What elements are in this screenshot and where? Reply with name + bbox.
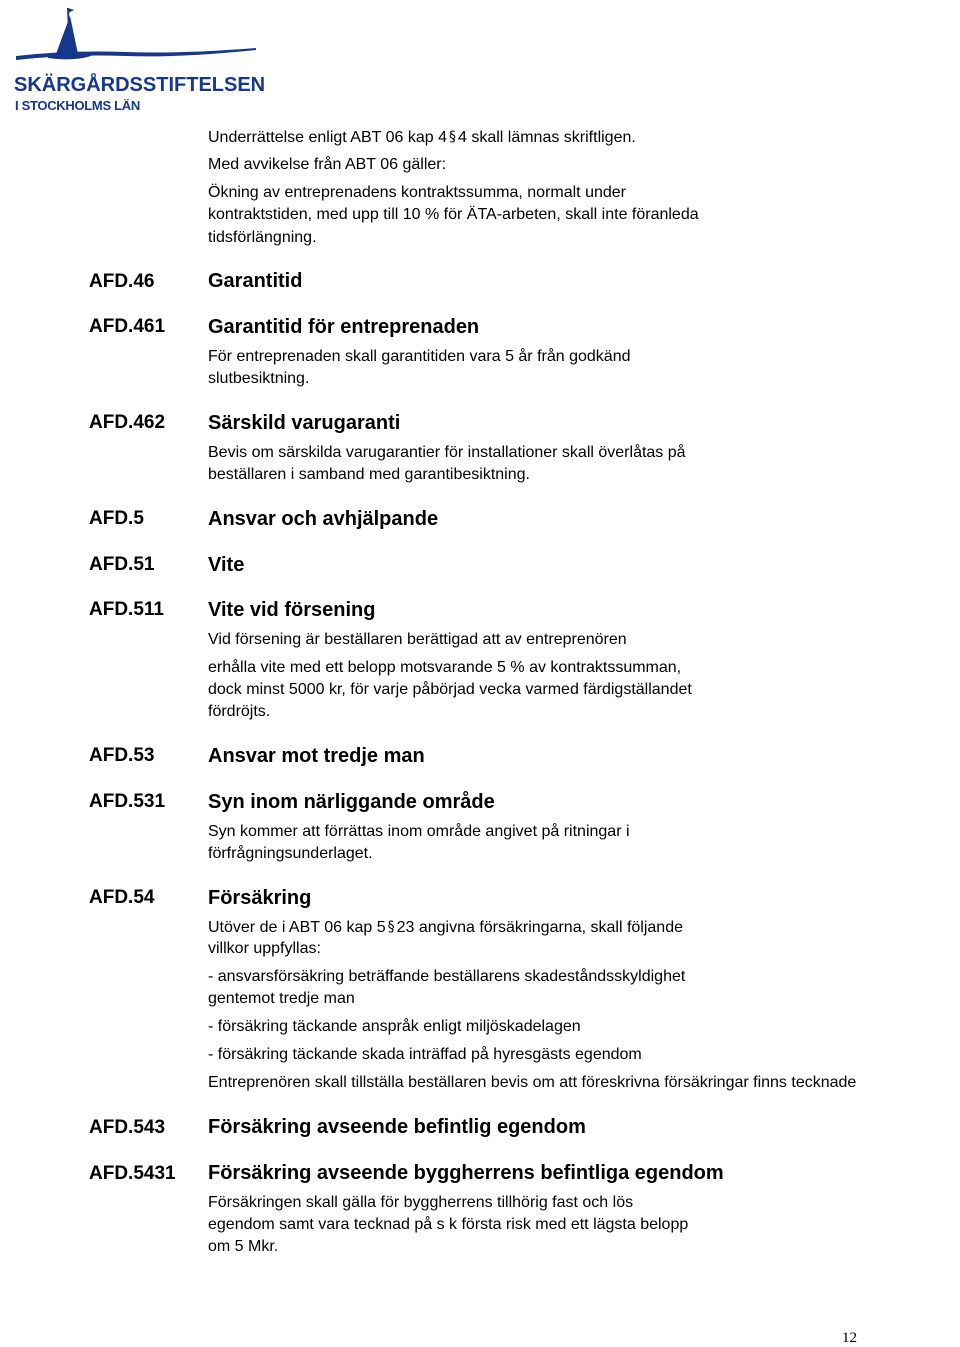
section-text: om 5 Mkr.: [208, 1238, 279, 1255]
section-heading: Vite vid försening: [208, 599, 376, 621]
section-text: dock minst 5000 kr, för varje påbörjad vecka varmed färdigställandet: [208, 681, 692, 698]
section-code: AFD.5: [89, 508, 144, 529]
section-code: AFD.51: [89, 554, 155, 575]
section-text: erhålla vite med ett belopp motsvarande 5 % av kontraktssumman,: [208, 659, 682, 676]
intro-paragraph-line: Ökning av entreprenadens kontraktssumma, normalt under: [208, 184, 626, 201]
section-text: För entreprenaden skall garantitiden vara 5 år från godkänd: [208, 348, 631, 365]
section-heading: Garantitid: [208, 270, 303, 292]
section-text: fördröjts.: [208, 703, 271, 720]
list-item: - försäkring täckande skada inträffad på hyresgästs egendom: [208, 1046, 642, 1063]
section-text: förfrågningsunderlaget.: [208, 845, 373, 862]
logo-subtitle: I STOCKHOLMS LÄN: [15, 98, 140, 113]
section-text: Entreprenören skall tillställa beställaren bevis om att föreskrivna försäkringar finns tecknade: [208, 1074, 857, 1091]
section-heading: Försäkring avseende befintlig egendom: [208, 1116, 586, 1138]
section-code: AFD.46: [89, 271, 155, 292]
page-number: 12: [842, 1330, 857, 1346]
section-code: AFD.543: [89, 1117, 166, 1138]
section-heading: Syn inom närliggande område: [208, 791, 495, 813]
section-text: egendom samt vara tecknad på s k första risk med ett lägsta belopp: [208, 1216, 689, 1233]
section-text: Vid försening är beställaren berättigad att av entreprenören: [208, 631, 627, 648]
section-text: Syn kommer att förrättas inom område angivet på ritningar i: [208, 823, 630, 840]
intro-paragraph-line: kontraktstiden, med upp till 10 % för ÄTA-arbeten, skall inte föranleda: [208, 206, 699, 223]
logo: [8, 6, 266, 118]
intro-line-1: Underrättelse enligt ABT 06 kap 4 § 4 skall lämnas skriftligen.: [208, 129, 636, 146]
list-item-continuation: gentemot tredje man: [208, 990, 355, 1007]
section-heading: Vite: [208, 554, 245, 576]
section-text: Bevis om särskilda varugarantier för installationer skall överlåtas på: [208, 444, 686, 461]
section-text: beställaren i samband med garantibesiktning.: [208, 466, 530, 483]
section-code: AFD.461: [89, 316, 166, 337]
section-code: AFD.5431: [89, 1163, 176, 1184]
section-text: Försäkringen skall gälla för byggherrens tillhörig fast och lös: [208, 1194, 634, 1211]
logo-name: SKÄRGÅRDSSTIFTELSEN: [14, 74, 266, 96]
section-heading: Försäkring avseende byggherrens befintliga egendom: [208, 1162, 724, 1184]
section-code: AFD.511: [89, 599, 164, 620]
section-code: AFD.531: [89, 791, 166, 812]
sailboat-icon: [8, 6, 260, 76]
section-heading: Särskild varugaranti: [208, 412, 401, 434]
section-code: AFD.54: [89, 887, 155, 908]
list-item: - försäkring täckande anspråk enligt miljöskadelagen: [208, 1018, 581, 1035]
section-heading: Ansvar mot tredje man: [208, 745, 425, 767]
section-text: villkor uppfyllas:: [208, 940, 321, 957]
section-heading: Ansvar och avhjälpande: [208, 508, 439, 530]
list-item: - ansvarsförsäkring beträffande beställarens skadeståndsskyldighet: [208, 968, 686, 985]
section-text: slutbesiktning.: [208, 370, 310, 387]
intro-line-2: Med avvikelse från ABT 06 gäller:: [208, 156, 447, 173]
section-text: Utöver de i ABT 06 kap 5 § 23 angivna försäkringarna, skall följande: [208, 919, 683, 936]
section-heading: Försäkring: [208, 887, 312, 909]
intro-paragraph-line: tidsförlängning.: [208, 229, 317, 246]
section-code: AFD.53: [89, 745, 155, 766]
section-heading: Garantitid för entreprenaden: [208, 316, 480, 338]
section-code: AFD.462: [89, 412, 166, 433]
